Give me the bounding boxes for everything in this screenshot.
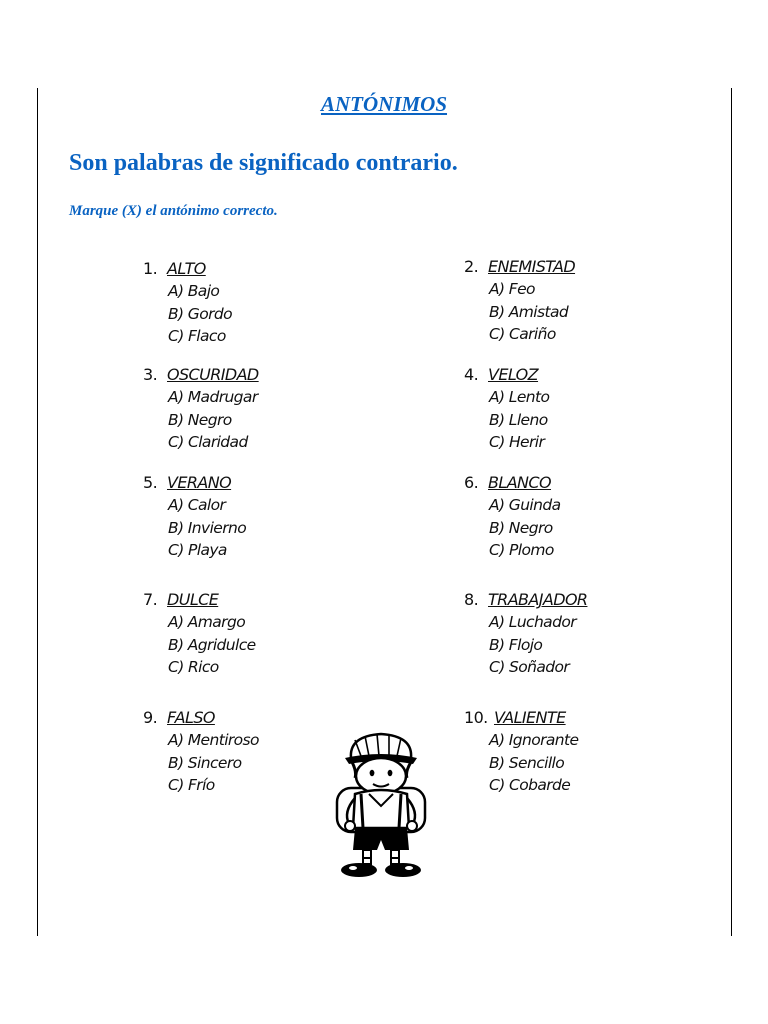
question-number: 1.	[143, 259, 158, 278]
question-header	[143, 258, 383, 280]
left-margin-line	[37, 88, 38, 936]
question-word: OSCURIDAD	[167, 365, 259, 384]
option-c[interactable]: C) Cobarde	[489, 776, 571, 794]
question-header	[464, 256, 704, 278]
option-b[interactable]: B) Negro	[489, 518, 553, 537]
question-number: 5.	[143, 473, 158, 492]
option-b[interactable]: B) Agridulce	[168, 635, 256, 654]
option-a[interactable]: A) Lento	[489, 388, 550, 406]
question-header	[143, 472, 383, 494]
option-a[interactable]: A) Luchador	[489, 613, 576, 631]
option-b[interactable]: B) Lleno	[489, 410, 548, 429]
option-c[interactable]: C) Herir	[489, 433, 545, 451]
question-word: FALSO	[167, 708, 215, 727]
option-c[interactable]: C) Rico	[168, 658, 219, 676]
question-4	[464, 364, 704, 454]
question-3	[143, 364, 383, 454]
option-b[interactable]: B) Invierno	[168, 518, 247, 537]
question-word: BLANCO	[488, 473, 551, 492]
right-margin-line	[731, 88, 732, 936]
definition-text: Son palabras de significado contrario.	[69, 150, 458, 176]
question-header	[464, 364, 704, 386]
option-b[interactable]: B) Sencillo	[489, 753, 565, 772]
question-number: 9.	[143, 708, 158, 727]
question-6	[464, 472, 704, 562]
question-header	[143, 589, 383, 611]
option-a[interactable]: A) Guinda	[489, 496, 561, 514]
question-header	[143, 707, 383, 729]
option-c[interactable]: C) Claridad	[168, 433, 248, 451]
question-word: TRABAJADOR	[488, 590, 588, 609]
option-c[interactable]: C) Soñador	[489, 658, 570, 676]
option-a[interactable]: A) Madrugar	[168, 388, 258, 406]
student-boy-icon	[325, 728, 437, 882]
question-word: ENEMISTAD	[488, 257, 576, 276]
option-b[interactable]: B) Amistad	[489, 302, 569, 321]
option-c[interactable]: C) Frío	[168, 776, 215, 794]
question-7	[143, 589, 383, 679]
question-number: 7.	[143, 590, 158, 609]
question-number: 8.	[464, 590, 479, 609]
option-b[interactable]: B) Negro	[168, 410, 232, 429]
question-header	[143, 364, 383, 386]
option-c[interactable]: C) Playa	[168, 541, 227, 559]
question-number: 10.	[464, 708, 488, 727]
question-5	[143, 472, 383, 562]
option-b[interactable]: B) Gordo	[168, 304, 232, 323]
question-2	[464, 256, 704, 346]
option-a[interactable]: A) Amargo	[168, 613, 246, 631]
question-word: VELOZ	[488, 365, 539, 384]
question-number: 2.	[464, 257, 479, 276]
question-word: VERANO	[167, 473, 232, 492]
page-title: ANTÓNIMOS	[320, 92, 448, 116]
option-a[interactable]: A) Mentiroso	[168, 731, 259, 749]
question-word: DULCE	[167, 590, 219, 609]
question-number: 3.	[143, 365, 158, 384]
option-c[interactable]: C) Cariño	[489, 325, 556, 343]
question-number: 6.	[464, 473, 479, 492]
option-c[interactable]: C) Plomo	[489, 541, 554, 559]
option-a[interactable]: A) Feo	[489, 280, 535, 298]
question-header	[464, 472, 704, 494]
option-b[interactable]: B) Sincero	[168, 753, 242, 772]
question-header	[464, 707, 704, 729]
option-a[interactable]: A) Bajo	[168, 282, 220, 300]
question-10	[464, 707, 704, 797]
option-a[interactable]: A) Ignorante	[489, 731, 579, 749]
question-word: VALIENTE	[494, 708, 566, 727]
instruction-text: Marque (X) el antónimo correcto.	[69, 203, 278, 219]
question-8	[464, 589, 704, 679]
question-word: ALTO	[167, 259, 206, 278]
question-number: 4.	[464, 365, 479, 384]
option-a[interactable]: A) Calor	[168, 496, 226, 514]
question-1	[143, 258, 383, 348]
question-header	[464, 589, 704, 611]
option-b[interactable]: B) Flojo	[489, 635, 543, 654]
option-c[interactable]: C) Flaco	[168, 327, 226, 345]
